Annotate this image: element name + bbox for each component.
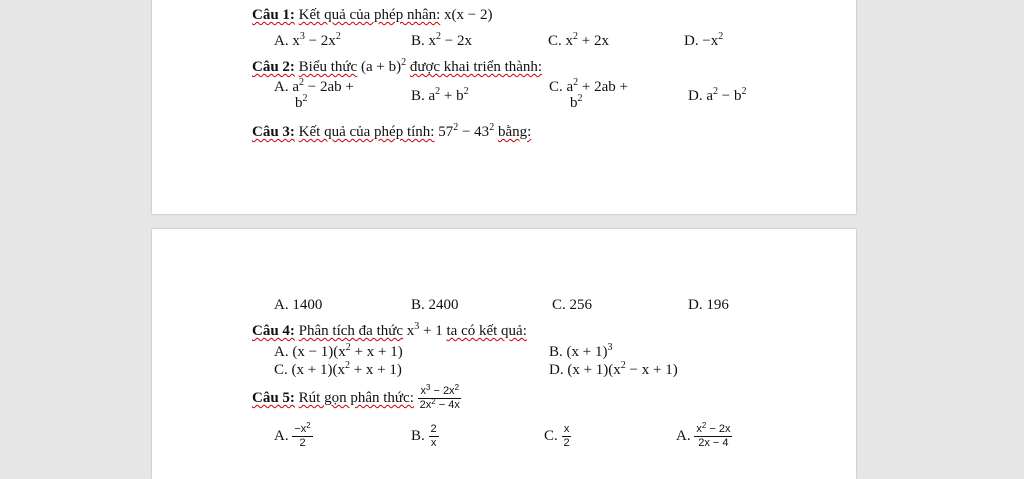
document-page-2 [152,229,856,479]
question-4: Câu 4: Phân tích đa thức $x^3 + 1$ ta có kết quả: [252,321,527,339]
q4-option-a: A. $(x - 1)(x^2 + x + 1)$ [274,342,403,360]
question-2-label: Câu 2: [252,59,295,75]
question-3: Câu 3: Kết quả của phép tính: $57^2 - 43^2$ bằng: [252,122,532,140]
question-3-text: Kết quả của phép tính: [298,124,435,140]
question-5-text: Rút gọn phân thức: [298,390,414,406]
question-1-expression: x(x − 2) [444,7,493,23]
q3-option-c: C. 256 [552,297,593,313]
q2-option-b: B. $a^2 + b^2$ [411,86,469,104]
question-3-label: Câu 3: [252,124,295,140]
q5-option-b: B. $\frac{2}{x}$ [411,423,437,450]
q4-option-b: B. $(x + 1)^3$ [549,342,613,360]
q4-option-d: D. $(x + 1)(x^2 - x + 1)$ [549,360,678,378]
document-page-1 [152,0,856,214]
q1-option-a: A. $x^3 - 2x^2$ [274,31,341,49]
question-2: Câu 2: Biểu thức $(a + b)^2$ được khai triển thành: [252,57,543,75]
question-4-label: Câu 4: [252,323,295,339]
q5-option-d: A. $\frac{x^2 - 2x}{2x - 4}$ [676,421,731,450]
q1-option-c: C. $x^2 + 2x$ [548,31,609,49]
q2-option-d: D. $a^2 - b^2$ [688,86,747,104]
q5-option-a: A. $\frac{-x^2}{2}$ [274,421,311,450]
question-1-label: Câu 1: [252,7,295,23]
q5-option-c: C. $\frac{x}{2}$ [544,423,570,450]
q3-option-a: A. 1400 [274,297,323,313]
question-5 [252,381,462,415]
q3-option-d: D. 196 [688,297,729,313]
q2-option-c: C. $a^2 + 2ab$ + [549,77,628,95]
question-1-text: Kết quả của phép nhân: [298,7,441,23]
question-5-label: Câu 5: [252,390,295,406]
question-4-text: Phân tích đa thức [298,323,404,339]
question-2-text: Biểu thức [298,59,358,75]
q1-option-d: D. $-x^2$ [684,31,724,49]
q1-option-b: B. $x^2 - 2x$ [411,31,472,49]
q3-option-b: B. 2400 [411,297,459,313]
q2-option-c-line2: $b^2$ [570,93,583,111]
q2-option-a: A. $a^2 - 2ab$ + [274,77,354,95]
q2-option-a-line2: $b^2$ [295,93,308,111]
q4-option-c: C. $(x + 1)(x^2 + x + 1)$ [274,360,402,378]
question-5-fraction: $\frac{x^3 - 2x^2}{2x^2 - 4x}$ [419,383,460,412]
question-1 [252,6,493,24]
